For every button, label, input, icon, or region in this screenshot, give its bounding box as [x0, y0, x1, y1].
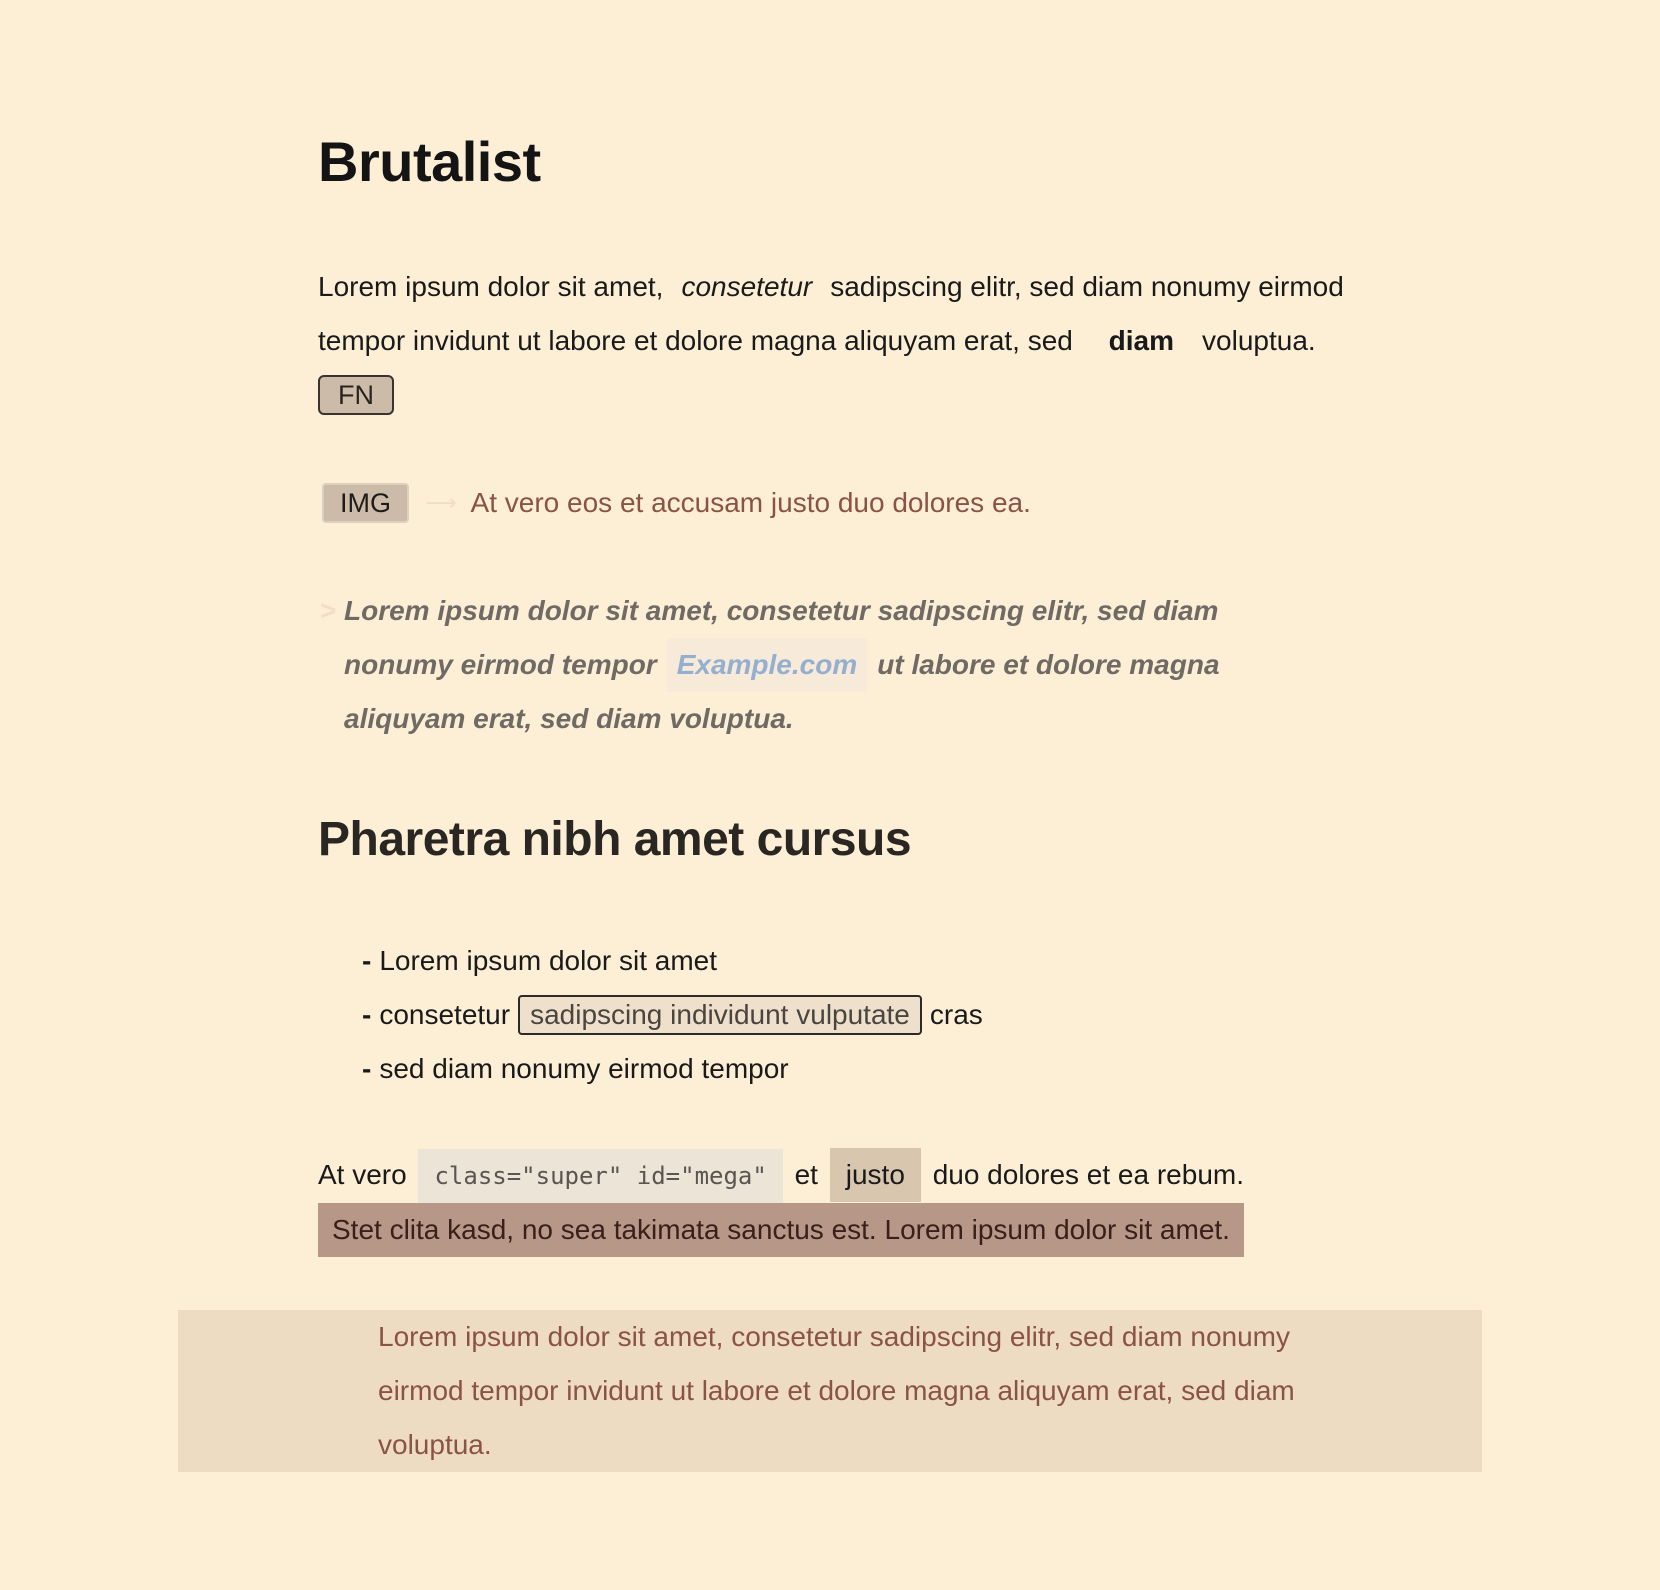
bullet-list: [362, 934, 983, 1096]
image-badge[interactable]: IMG: [322, 483, 409, 523]
dash-icon: -: [362, 945, 372, 976]
callout-block: [178, 1310, 1482, 1472]
dash-icon: -: [362, 999, 372, 1030]
list-item-text: consetetur: [379, 999, 511, 1030]
heading-brutalist: Brutalist: [318, 130, 541, 193]
footnote-badge[interactable]: FN: [318, 375, 394, 415]
paragraph-text: sadipscing elitr, sed diam nonumy eirmod tempor invidunt ut labore et dolore magna aliquyam erat, sed: [318, 271, 1344, 356]
blockquote-text: [318, 584, 1318, 746]
paragraph-code: [318, 1148, 1348, 1257]
blockquote-text-start: Lorem ipsum dolor sit amet, consetetur sadipscing elitr, sed diam nonumy eirmod tempor: [344, 595, 1219, 680]
list-item: [362, 988, 983, 1042]
list-item-text: Lorem ipsum dolor sit amet: [379, 945, 718, 976]
emphasis-text: consetetur: [681, 271, 813, 302]
paragraph-text: et: [794, 1159, 818, 1190]
arrow-icon: ⟶: [425, 490, 457, 515]
callout-text: Lorem ipsum dolor sit amet, consetetur sadipscing elitr, sed diam nonumy eirmod tempor invidunt ut labore et dolore magna aliquyam erat, sed diam voluptua.: [378, 1321, 1295, 1460]
keyboard-key: justo: [830, 1148, 921, 1202]
list-item-text: sed diam nonumy eirmod tempor: [379, 1053, 789, 1084]
blockquote-text-end: ut labore et dolore magna aliquyam erat, sed diam voluptua.: [344, 649, 1220, 734]
quote-marker-icon: >: [320, 595, 337, 626]
boxed-term: sadipscing individunt vulputate: [518, 995, 922, 1035]
paragraph-text: voluptua.: [1202, 325, 1316, 356]
list-item: [362, 1042, 983, 1096]
paragraph-text: Lorem ipsum dolor sit amet,: [318, 271, 664, 302]
highlighted-text: Stet clita kasd, no sea takimata sanctus est. Lorem ipsum dolor sit amet.: [318, 1203, 1244, 1257]
strong-text: diam: [1108, 325, 1175, 356]
dash-icon: -: [362, 1053, 372, 1084]
image-placeholder: [318, 476, 1031, 530]
paragraph-text: duo dolores et ea rebum.: [932, 1159, 1244, 1190]
list-item-text: cras: [929, 999, 983, 1030]
inline-code: class="super" id="mega": [418, 1149, 782, 1203]
heading-pharetra: Pharetra nibh amet cursus: [318, 813, 912, 866]
paragraph-intro: [318, 260, 1348, 422]
paragraph-text: At vero: [318, 1159, 407, 1190]
blockquote: [318, 584, 1318, 746]
list-item: [362, 934, 983, 988]
image-caption: At vero eos et accusam justo duo dolores ea.: [470, 487, 1031, 518]
example-link[interactable]: Example.com: [667, 638, 868, 692]
